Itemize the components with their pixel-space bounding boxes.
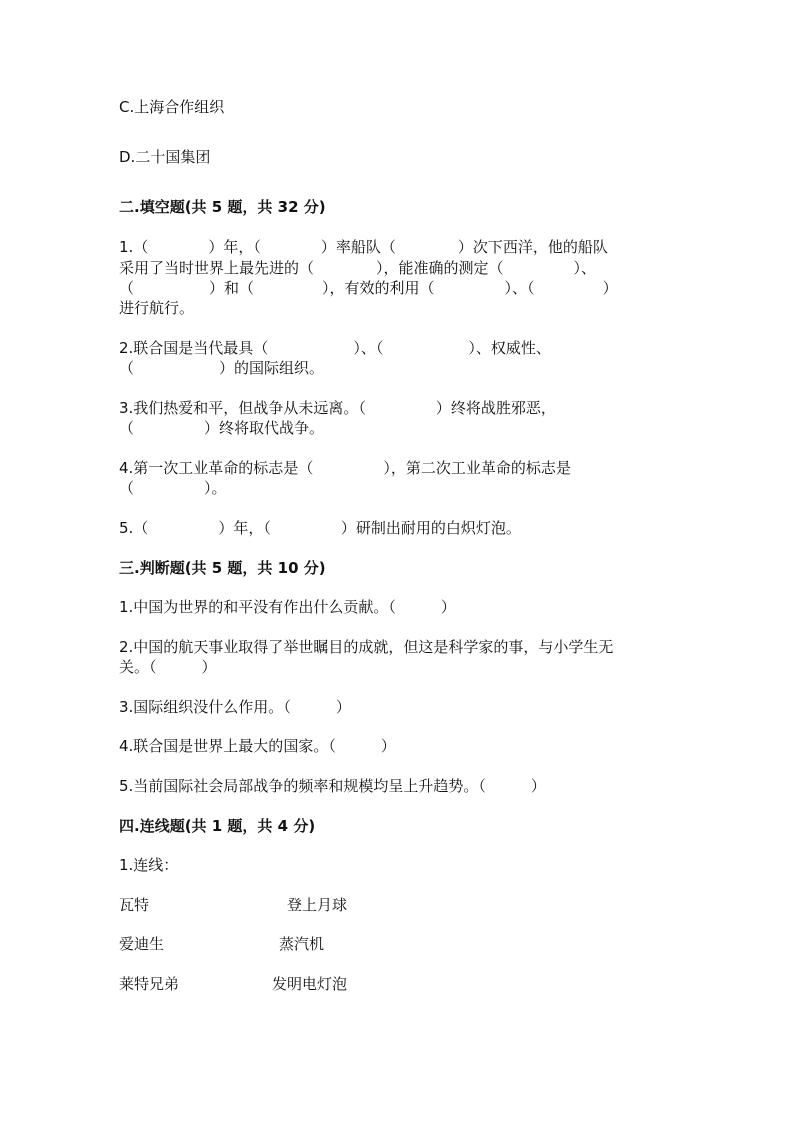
match-row — [119, 934, 519, 954]
choice-c: C.上海合作组织 — [119, 98, 225, 116]
fill-q1-line1: 1.（ ）年，（ ）率船队（ ）次下西洋，他的船队 — [119, 238, 608, 256]
fill-q3-line1: 3.我们热爱和平，但战争从未远离。（ ）终将战胜邪恶， — [119, 399, 556, 417]
fill-q1-line4: 进行航行。 — [119, 299, 195, 317]
choice-d: D.二十国集团 — [119, 148, 211, 166]
judge-q5: 5.当前国际社会局部战争的频率和规模均呈上升趋势。（ ） — [119, 777, 546, 795]
match-right-item: 发明电灯泡 — [272, 975, 348, 993]
fill-q2-line1: 2.联合国是当代最具（ ）、（ ）、权威性、 — [119, 339, 551, 357]
judge-q2-line2: 关。（ ） — [119, 658, 217, 676]
match-right-item: 蒸汽机 — [279, 935, 325, 953]
match-left-item: 莱特兄弟 — [119, 975, 180, 993]
fill-q1-line3: （ ）和（ ），有效的利用（ ）、（ ） — [119, 279, 618, 297]
match-row — [119, 895, 519, 915]
match-right-item: 登上月球 — [287, 896, 348, 914]
fill-q3-line2: （ ）终将取代战争。 — [119, 419, 325, 437]
judge-q4: 4.联合国是世界上最大的国家。（ ） — [119, 737, 396, 755]
judge-q1: 1.中国为世界的和平没有作出什么贡献。（ ） — [119, 598, 456, 616]
match-intro: 1.连线： — [119, 856, 179, 874]
judge-q2-line1: 2.中国的航天事业取得了举世瞩目的成就，但这是科学家的事，与小学生无 — [119, 638, 614, 656]
match-row — [119, 974, 519, 994]
fill-q1-line2: 采用了当时世界上最先进的（ ），能准确的测定（ ）、 — [119, 259, 597, 277]
fill-q4-line2: （ ）。 — [119, 479, 227, 497]
match-left-item: 瓦特 — [119, 896, 150, 914]
judge-q3: 3.国际组织没什么作用。（ ） — [119, 698, 351, 716]
fill-q4-line1: 4.第一次工业革命的标志是（ ），第二次工业革命的标志是 — [119, 459, 571, 477]
judge-section-header: 三.判断题(共 5 题，共 10 分) — [119, 559, 326, 577]
fill-q5-line1: 5.（ ）年，（ ）研制出耐用的白炽灯泡。 — [119, 519, 521, 537]
match-section-header: 四.连线题(共 1 题，共 4 分) — [119, 817, 316, 835]
match-left-item: 爱迪生 — [119, 935, 165, 953]
fill-q2-line2: （ ）的国际组织。 — [119, 359, 325, 377]
fill-section-header: 二.填空题(共 5 题，共 32 分) — [119, 198, 326, 216]
